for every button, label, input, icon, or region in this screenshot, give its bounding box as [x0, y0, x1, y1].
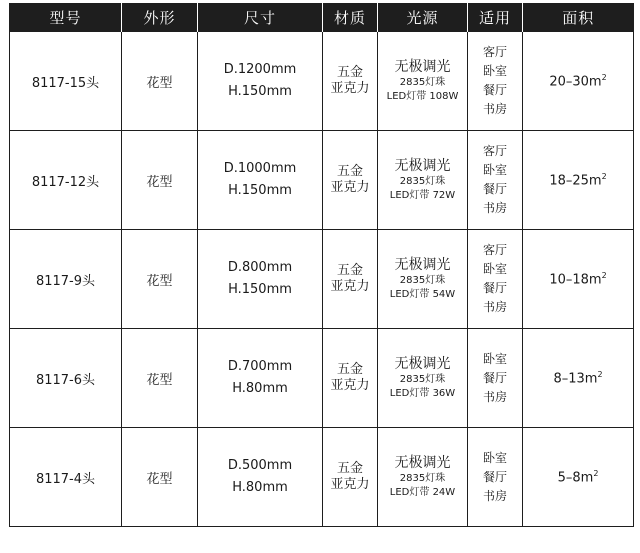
use-cell: [468, 131, 523, 230]
model-cell: 8117-9头: [10, 230, 122, 329]
size-diameter: D.1200mm: [223, 62, 297, 77]
use-item: 书房: [482, 389, 507, 404]
model-cell: 8117-4头: [10, 428, 122, 527]
header-use: 适用: [468, 3, 523, 32]
use-item: 书房: [482, 201, 507, 215]
shape-cell: 花型: [122, 131, 198, 230]
shape-cell: 花型: [122, 428, 198, 527]
header-model: 型号: [10, 3, 122, 32]
header-row: [10, 3, 634, 32]
use-item: 书房: [482, 488, 507, 503]
material-item: 亚克力: [330, 477, 370, 492]
area-value: 10–18m: [549, 272, 602, 288]
size-diameter: D.500mm: [227, 458, 293, 473]
area-cell: [523, 131, 634, 230]
light-cell: [378, 32, 468, 131]
size-diameter: D.800mm: [227, 260, 293, 275]
size-cell: [198, 230, 323, 329]
area-unit-sup: 2: [601, 171, 607, 181]
use-item: 餐厅: [482, 469, 507, 484]
light-power: LED灯带 72W: [389, 190, 456, 201]
area-cell: [523, 428, 634, 527]
use-item: 客厅: [482, 144, 507, 158]
material-item: 亚克力: [330, 81, 370, 96]
use-item: 卧室: [482, 351, 507, 366]
material-item: 五金: [336, 263, 363, 278]
use-item: 餐厅: [482, 370, 507, 385]
light-dimming: 无极调光: [394, 158, 451, 174]
area-value: 20–30m: [549, 74, 602, 90]
size-cell: [198, 131, 323, 230]
use-cell: [468, 230, 523, 329]
size-height: H.150mm: [228, 183, 292, 198]
light-chip: 2835灯珠: [399, 275, 446, 286]
size-cell: [198, 428, 323, 527]
light-cell: [378, 428, 468, 527]
use-item: 卧室: [482, 163, 507, 177]
material-item: 亚克力: [330, 279, 370, 294]
table-row: [10, 131, 634, 230]
use-cell: [468, 329, 523, 428]
use-item: 餐厅: [482, 281, 507, 295]
use-item: 餐厅: [482, 182, 507, 196]
light-power: LED灯带 54W: [389, 289, 456, 300]
material-item: 五金: [336, 461, 363, 476]
use-item: 书房: [482, 300, 507, 314]
light-chip: 2835灯珠: [399, 77, 446, 88]
table-row: [10, 329, 634, 428]
light-power: LED灯带 108W: [386, 91, 459, 102]
light-cell: [378, 230, 468, 329]
light-cell: [378, 329, 468, 428]
size-height: H.80mm: [232, 480, 288, 495]
light-chip: 2835灯珠: [399, 374, 446, 385]
area-value: 8–13m: [553, 371, 598, 387]
size-height: H.80mm: [232, 381, 288, 396]
size-diameter: D.1000mm: [223, 161, 297, 176]
material-item: 五金: [336, 65, 363, 80]
shape-cell: 花型: [122, 329, 198, 428]
light-dimming: 无极调光: [394, 59, 451, 75]
light-dimming: 无极调光: [394, 455, 451, 471]
material-item: 五金: [336, 164, 363, 179]
table-row: [10, 230, 634, 329]
size-cell: [198, 329, 323, 428]
material-cell: [323, 428, 378, 527]
size-cell: [198, 32, 323, 131]
area-value: 5–8m: [557, 470, 594, 486]
material-item: 五金: [336, 362, 363, 377]
light-chip: 2835灯珠: [399, 473, 446, 484]
area-unit-sup: 2: [601, 270, 607, 280]
use-item: 书房: [482, 102, 507, 116]
header-area: 面积: [523, 3, 634, 32]
size-height: H.150mm: [228, 282, 292, 297]
use-item: 客厅: [482, 243, 507, 257]
light-power: LED灯带 24W: [389, 487, 456, 498]
material-item: 亚克力: [330, 378, 370, 393]
area-cell: [523, 230, 634, 329]
material-cell: [323, 32, 378, 131]
light-chip: 2835灯珠: [399, 176, 446, 187]
material-cell: [323, 329, 378, 428]
model-cell: 8117-6头: [10, 329, 122, 428]
header-light: 光源: [378, 3, 468, 32]
area-cell: [523, 32, 634, 131]
table-row: [10, 32, 634, 131]
material-cell: [323, 230, 378, 329]
model-cell: 8117-12头: [10, 131, 122, 230]
area-unit-sup: 2: [593, 468, 599, 478]
size-height: H.150mm: [228, 84, 292, 99]
area-unit-sup: 2: [601, 72, 607, 82]
header-size: 尺寸: [198, 3, 323, 32]
area-unit-sup: 2: [597, 369, 603, 379]
use-item: 卧室: [482, 64, 507, 78]
use-item: 卧室: [482, 262, 507, 276]
spec-table: [9, 3, 634, 527]
use-item: 卧室: [482, 450, 507, 465]
material-item: 亚克力: [330, 180, 370, 195]
size-diameter: D.700mm: [227, 359, 293, 374]
shape-cell: 花型: [122, 32, 198, 131]
use-item: 餐厅: [482, 83, 507, 97]
area-value: 18–25m: [549, 173, 602, 189]
shape-cell: 花型: [122, 230, 198, 329]
use-item: 客厅: [482, 45, 507, 59]
header-material: 材质: [323, 3, 378, 32]
material-cell: [323, 131, 378, 230]
light-dimming: 无极调光: [394, 257, 451, 273]
area-cell: [523, 329, 634, 428]
table-row: [10, 428, 634, 527]
header-shape: 外形: [122, 3, 198, 32]
use-cell: [468, 428, 523, 527]
light-dimming: 无极调光: [394, 356, 451, 372]
model-cell: 8117-15头: [10, 32, 122, 131]
light-power: LED灯带 36W: [389, 388, 456, 399]
light-cell: [378, 131, 468, 230]
use-cell: [468, 32, 523, 131]
